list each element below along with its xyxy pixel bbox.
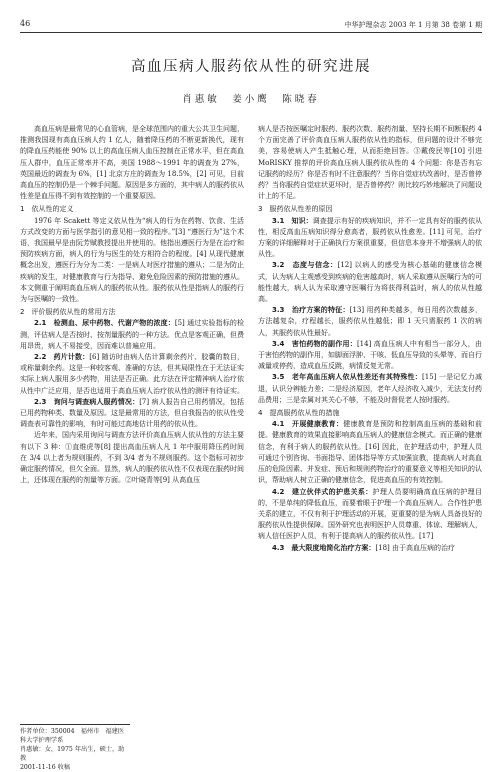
section-2-2-text: [6] 随访时由病人估计算剩余药片、胶囊的数目，或称量剩余药。这是一种较客观、准确的方法，但其局限性在于无法证实实际上病人服用多少药物，用法是否正确。此方法在评定精神病人治疗依从性中广泛应用，是否也适用于高血压病人治疗依从性的测评有待证实。 — [20, 353, 244, 395]
section-3-heading: 3 服药依从性差的原因 — [258, 205, 333, 214]
continued-paragraph: 病人是否按医嘱定时服药、服药次数、服药剂量、坚持长期不间断服药 4 个方面完善了评价高血压病人服药依从性的指标，但问题的设计不够完美，容易使病人产生抵触心理，从而拒绝回答。③戴俊民等[10] 引进 MoRISKY 推荐的评价高血压病人服药依从性的 4 个问题：你是否有忘记服药的经历？你是否有时不注意服药？当你自觉症状改善时，是否曾停药？当你服药自觉症状更坏时，是否曾停药？则比较巧妙地解决了问题设计上的不足。 — [258, 125, 482, 201]
section-2-1-paragraph — [20, 318, 244, 352]
section-3-3-heading: 3.3 治疗方案的特征： — [272, 306, 350, 315]
section-4-2-text: 护理人员要明确高血压病的护理目的，不是单纯的降低血压，而要着眼于护理一个高血压病人。合作性护患关系的建立，不仅有利于护理活动的开展，更重要的是为病人具备良好的服药依从性提供保障。国外研究也表明医护人员尊重、体谅、理解病人，病人信任医护人员，有利于提高病人的服药依从性。[17] — [258, 487, 483, 541]
section-3-5-paragraph — [258, 372, 482, 406]
footnote-received-date: 2001-11-16 收稿 — [20, 764, 71, 771]
section-2-1-heading: 2.1 检测血、尿中药物、代谢产物的浓度： — [34, 319, 175, 328]
section-4-3-heading: 4.3 最大限度地简化治疗方案： — [272, 543, 376, 552]
right-column — [258, 124, 482, 761]
left-column — [20, 124, 244, 724]
section-3-3-text: [13] 用药种类越多，每日用药次数越多，方法越复杂，疗程越长，服药依从性越低；即 1 天只需服药 1 次的病人，其服药依从性最好。 — [258, 306, 483, 337]
section-3-5-heading: 3.5 老年高血压病人依从性差还有其特殊性： — [272, 373, 423, 382]
section-3-1-heading: 3.1 知识： — [272, 216, 313, 225]
section-3-2-text: [12] 以病人的感受为核心基础的健康信念模式，认为病人主观感受到疾病的危害越高时，病人采取遵从医嘱行为的可能性越大，病人认为采取遵守医嘱行为将获得利益时，病人的依从性越高。 — [258, 261, 482, 304]
section-4-1-paragraph — [258, 419, 482, 486]
section-4-2-heading: 4.2 建立伙伴式的护患关系： — [272, 487, 373, 496]
section-4-1-heading: 4.1 开展健康教育： — [272, 420, 344, 429]
section-3-4-paragraph — [258, 339, 482, 373]
section-1-heading: 1 依从性的定义 — [20, 205, 74, 214]
section-3-4-text: [14] 高血压病人中有相当一部分人，由于害怕药物的副作用，如脚面浮肿、干咳、低血压导致的头晕等，而自行减量或停药，造成血压反跳，病情反复无常。 — [258, 339, 482, 371]
running-header — [20, 18, 482, 33]
footnote-author-bio: 肖惠敏：女，1975 年出生，硕士，助教 — [20, 746, 125, 762]
section-4-2-paragraph — [258, 487, 482, 543]
section-2-3-heading: 2.3 询问与调查病人服药情况： — [34, 397, 140, 406]
section-3-4-heading: 3.4 害怕药物的副作用： — [272, 339, 357, 348]
section-2-3-paragraph — [20, 397, 244, 431]
section-4-heading: 4 提高服药依从性的措施 — [258, 409, 340, 418]
section-3-3-paragraph — [258, 305, 482, 339]
article-title: 高血压病人服药依从性的研究进展 — [131, 59, 371, 75]
section-3-1-text: 调查提示有好的疾病知识，并不一定具有好的服药依从性，相反高血压病知识得分愈高者，服药依从性愈差。[11] 可见，治疗方案的详细解释对于正确执行方案很重要，但信息本身并不增强病人的依从性。 — [258, 216, 482, 259]
article-authors: 肖惠敏 姜小鹰 陈晓春 — [182, 94, 320, 105]
section-2-2-heading: 2.2 药片计数： — [34, 353, 90, 362]
section-3-2-paragraph — [258, 260, 482, 305]
intro-paragraph: 高血压病是最常见的心血管病，是全球范围内的重大公共卫生问题，推测我国现有高血压病人约 1 亿人，随着降压药的不断更新换代，现有的降血压药能使 90% 以上的高血压病人血压控制在正常水平，但在高血压人群中，血压正常率并不高，美国 1988～1991 年的调查为 27%，英国最近的调查为 6%，[1] 北京方庄的调查为 18.5%，[2] 可见，目前高血压的控制仍是一个棘手问题。原因是多方面的，其中病人的服药依从性差是血压得不到有效控制的一个重要原因。 — [20, 125, 244, 201]
section-3-5-text: [15] 一是记忆力减退，认识分辨能力差；二是经济原因，老年人经济收入减少，无法支付药品费用；三是亲属对其关心不够，不能及时督促老人按时服药。 — [258, 373, 482, 404]
author-footnote — [20, 724, 130, 772]
section-1-paragraph: 1976 年 Scakett 等定义依从性为“病人的行为在药物、饮食、生活方式改变的方面与医学指引的意见相一致的程序。”[3] “遵医行为”这个术语，我国最早是由阮芳赋教授提出并使用的。他指出遵医行为是在治疗和预防疾病方面，病人的行为与医生的处方相符合的程度。[4] 从现代健康概念出发，遵医行为分为二类：一是病人对医疗措施的遵从；二是为防止疾病的发生，对健康教育与行为指导、避免危险因素的预防措施的遵从。本文侧重于阐明高血压病人的服药依从性。服药依从性是指病人的服药行为与医嘱的一致性。 — [20, 216, 244, 304]
section-2-2-paragraph — [20, 352, 244, 397]
section-2-1-text: [5] 通过实验指标的检测，评估病人是否按时、按剂量服药的一种方法。优点是客观正确，但费用昂贵，病人不易接受，因而难以普遍应用。 — [20, 319, 245, 350]
section-3-2-heading: 3.2 态度与信念： — [272, 261, 338, 270]
section-3-1-paragraph — [258, 216, 482, 261]
section-2-3-continued: 近年来，国内采用询问与调查方法评价高血压病人依从性的方法主要有以下 3 种：①直维虎等[8] 提出高血压病人凡 1 年中服用降压药时间在 3/4 以上者为规则服药，不到 3/4 者为不规则服药。这个指标可初步确定服药情况，但欠全面。显然，病人的服药依从性不仅表现在服药时间上，还体现在服药的剂量等方面。②叶晓青等[9] 从高血压 — [20, 431, 244, 485]
footnote-affiliation: 作者单位：350004 福州市 福建医科大学护理学系 — [20, 728, 125, 744]
page-number: 46 — [20, 19, 31, 28]
section-4-3-text: [18] 由于高血压病的治疗 — [375, 543, 456, 552]
section-2-heading: 2 评价服药依从性的常用方法 — [20, 308, 116, 317]
journal-info: 中华护理杂志 2003 年 1 月第 38 卷第 1 期 — [344, 21, 482, 29]
section-4-3-paragraph — [258, 543, 482, 554]
section-2-3-text: [7] 病人报告自己用药情况，包括已用药物种类、数量及原因。这是最常用的方法，但自我报告的依从性受调查表可靠性的影响，有时可能过高地估计用药的依从性。 — [20, 397, 245, 429]
section-4-1-text: 健康教育是预防和控制高血压病的基础和前提。健康教育的效果直接影响高血压病人的健康信念模式。而正确的健康信念，有利于病人的服药依从性。[16] 因此，在护理活动中，护理人员可通过个别咨询、书面指导、团体指导等方式加强宣教，提高病人对高血压的危险因素、并发症、预后和规则药物治疗的重要意义等相关知识的认识，帮助病人树立正确的健康信念，促进高血压的有效控制。 — [258, 420, 482, 485]
